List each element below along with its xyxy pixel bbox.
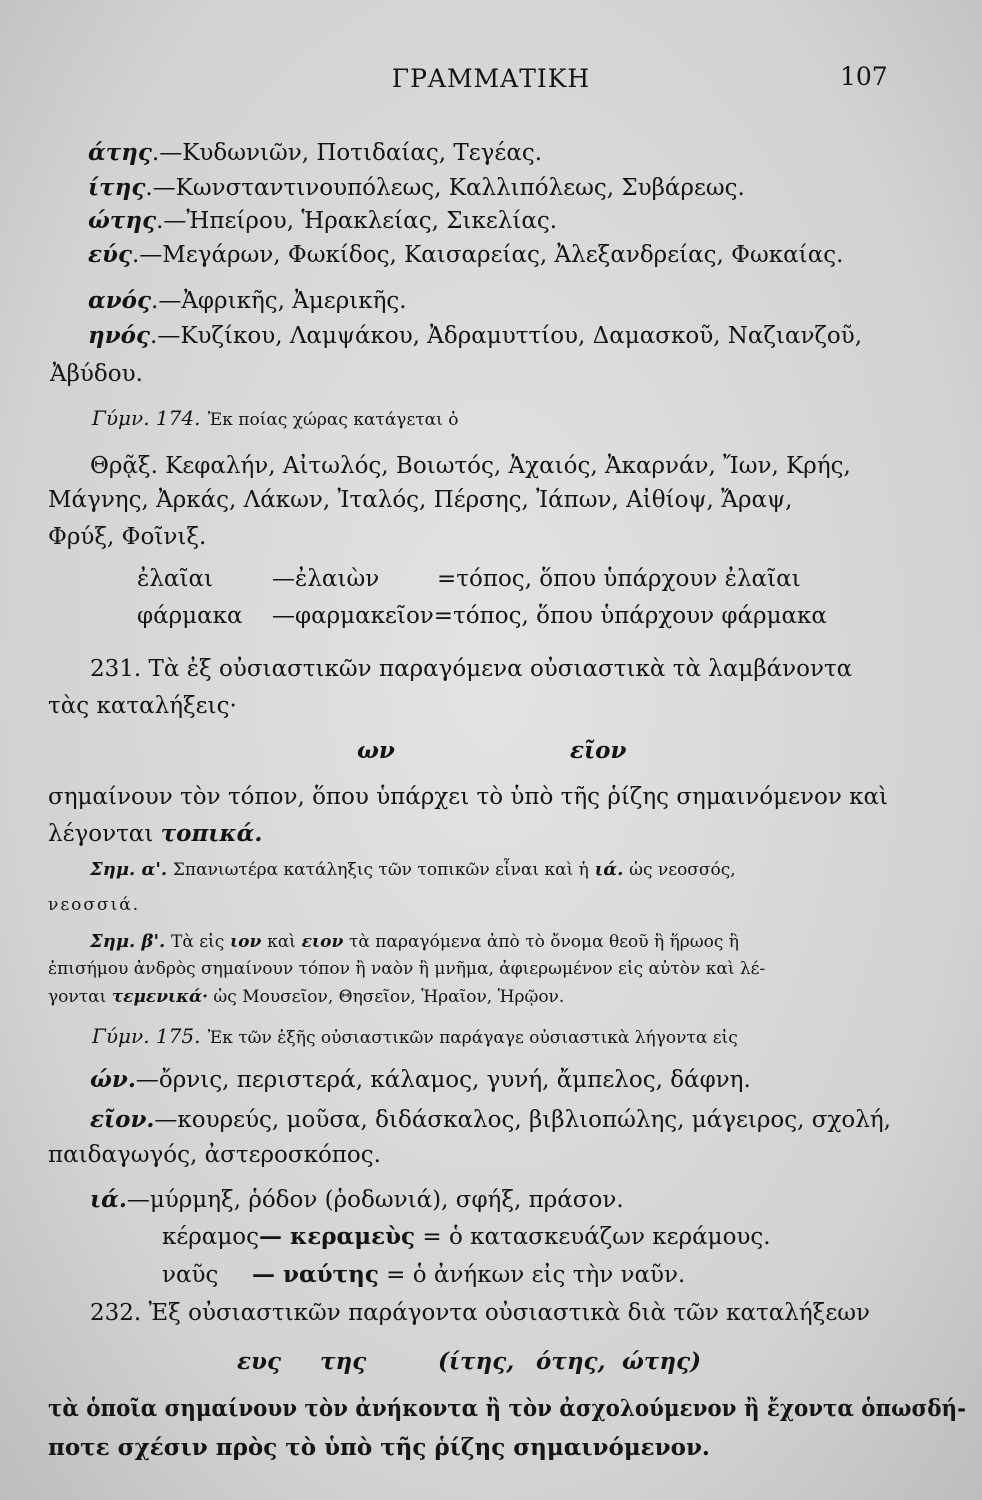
list-item: ίτης.—Κωνσταντινουπόλεως, Καλλιπόλεως, Συβάρεως. (88, 174, 745, 201)
section-232-text: ποτε σχέσιν πρὸς τὸ ὑπὸ τῆς ῥίζης σημαινόμενον. (48, 1434, 710, 1461)
list-item-continuation: Ἀβύδου. (50, 361, 143, 387)
suffix-label: ευς (237, 1348, 281, 1375)
note-a: Σημ. α'. Σπανιωτέρα κατάληξις τῶν τοπικῶν εἶναι καὶ ἡ ιά. ὡς νεοσσός, (90, 859, 736, 880)
exercise-heading: Γύμν. 175. Ἐκ τῶν ἑξῆς οὐσιαστικῶν παράγαγε οὐσιαστικὰ λήγοντα εἰς (92, 1024, 738, 1048)
list-item: ανός.—Ἀφρικῆς, Ἀμερικῆς. (88, 287, 407, 314)
list-item: εύς.—Μεγάρων, Φωκίδος, Καισαρείας, Ἀλεξανδρείας, Φωκαίας. (88, 241, 844, 268)
example-line: ναῦς — ναύτης = ὁ ἀνήκων εἰς τὴν ναῦν. (162, 1261, 686, 1288)
exercise-line: παιδαγωγός, ἀστεροσκόπος. (48, 1142, 381, 1168)
note-b-cont: γονται τεμενικά· ὡς Μουσεῖον, Θησεῖον, Ἡραῖον, Ἡρῷον. (48, 987, 565, 1007)
exercise-line: ιά.—μύρμηξ, ῥόδον (ῥοδωνιά), σφήξ, πράσον. (90, 1186, 624, 1213)
section-231-text: λέγονται τοπικά. (48, 820, 263, 847)
list-item: ώτης.—Ἠπείρου, Ἡρακλείας, Σικελίας. (88, 207, 558, 234)
example-line: ἐλαῖαι —ἐλαιὼν =τόπος, ὅπου ὑπάρχουν ἐλαῖαι (137, 566, 801, 592)
note-b: Σημ. β'. Τὰ εἰς ιον καὶ ειον τὰ παραγόμενα ἀπὸ τὸ ὄνομα θεοῦ ἢ ἥρωος ἢ (90, 931, 739, 952)
suffix-label: ων (357, 737, 395, 764)
exercise-heading: Γύμν. 174. Ἐκ ποίας χώρας κατάγεται ὁ (92, 406, 459, 430)
section-232-text: τὰ ὁποῖα σημαίνουν τὸν ἀνήκοντα ἢ τὸν ἀσχολούμενον ἢ ἔχοντα ὁπωσδή- (48, 1395, 966, 1422)
list-item: ηνός.—Κυζίκου, Λαμψάκου, Ἀδραμυττίου, Δαμασκοῦ, Ναζιανζοῦ, (88, 322, 863, 349)
exercise-line: ών.—ὄρνις, περιστερά, κάλαμος, γυνή, ἄμπελος, δάφνη. (90, 1066, 751, 1093)
exercise-line: Φρύξ, Φοῖνιξ. (48, 524, 207, 550)
section-231-text: σημαίνουν τὸν τόπον, ὅπου ὑπάρχει τὸ ὑπὸ τῆς ῥίζης σημαινόμενον καὶ (48, 784, 889, 810)
page-title: ΓΡΑΜΜΑΤΙΚΗ (391, 64, 591, 93)
example-line: κέραμος— κεραμεὺς = ὁ κατασκευάζων κεράμους. (162, 1223, 771, 1250)
page-number: 107 (840, 62, 888, 91)
suffix-label: (ίτης, (438, 1348, 515, 1375)
section-231-text: τὰς καταλήξεις· (48, 693, 237, 719)
note-a-cont: νεοσσιά. (48, 895, 141, 915)
exercise-line: εῖον.—κουρεύς, μοῦσα, διδάσκαλος, βιβλιοπώλης, μάγειρος, σχολή, (90, 1106, 891, 1133)
suffix-label: εῖον (570, 737, 627, 764)
exercise-line: Θρᾷξ. Κεφαλήν, Αἰτωλός, Βοιωτός, Ἀχαιός, Ἀκαρνάν, Ἴων, Κρής, (90, 453, 851, 479)
exercise-line: Μάγνης, Ἀρκάς, Λάκων, Ἰταλός, Πέρσης, Ἰάπων, Αἰθίοψ, Ἄραψ, (48, 487, 793, 513)
note-b-cont: ἐπισήμου ἀνδρὸς σημαίνουν τόπον ἢ ναὸν ἢ μνῆμα, ἀφιερωμένον εἰς αὐτὸν καὶ λέ- (48, 959, 766, 979)
example-line: φάρμακα —φαρμακεῖον=τόπος, ὅπου ὑπάρχουν φάρμακα (137, 603, 827, 629)
section-232-text: 232. Ἐξ οὐσιαστικῶν παράγοντα οὐσιαστικὰ διὰ τῶν καταλήξεων (90, 1300, 870, 1326)
section-231-text: 231. Τὰ ἐξ οὐσιαστικῶν παραγόμενα οὐσιαστικὰ τὰ λαμβάνοντα (90, 656, 853, 682)
suffix-label: ώτης) (622, 1348, 701, 1375)
suffix-label: της (320, 1348, 367, 1375)
list-item: άτης.—Κυδωνιῶν, Ποτιδαίας, Τεγέας. (88, 139, 543, 166)
suffix-label: ότης, (536, 1348, 606, 1375)
